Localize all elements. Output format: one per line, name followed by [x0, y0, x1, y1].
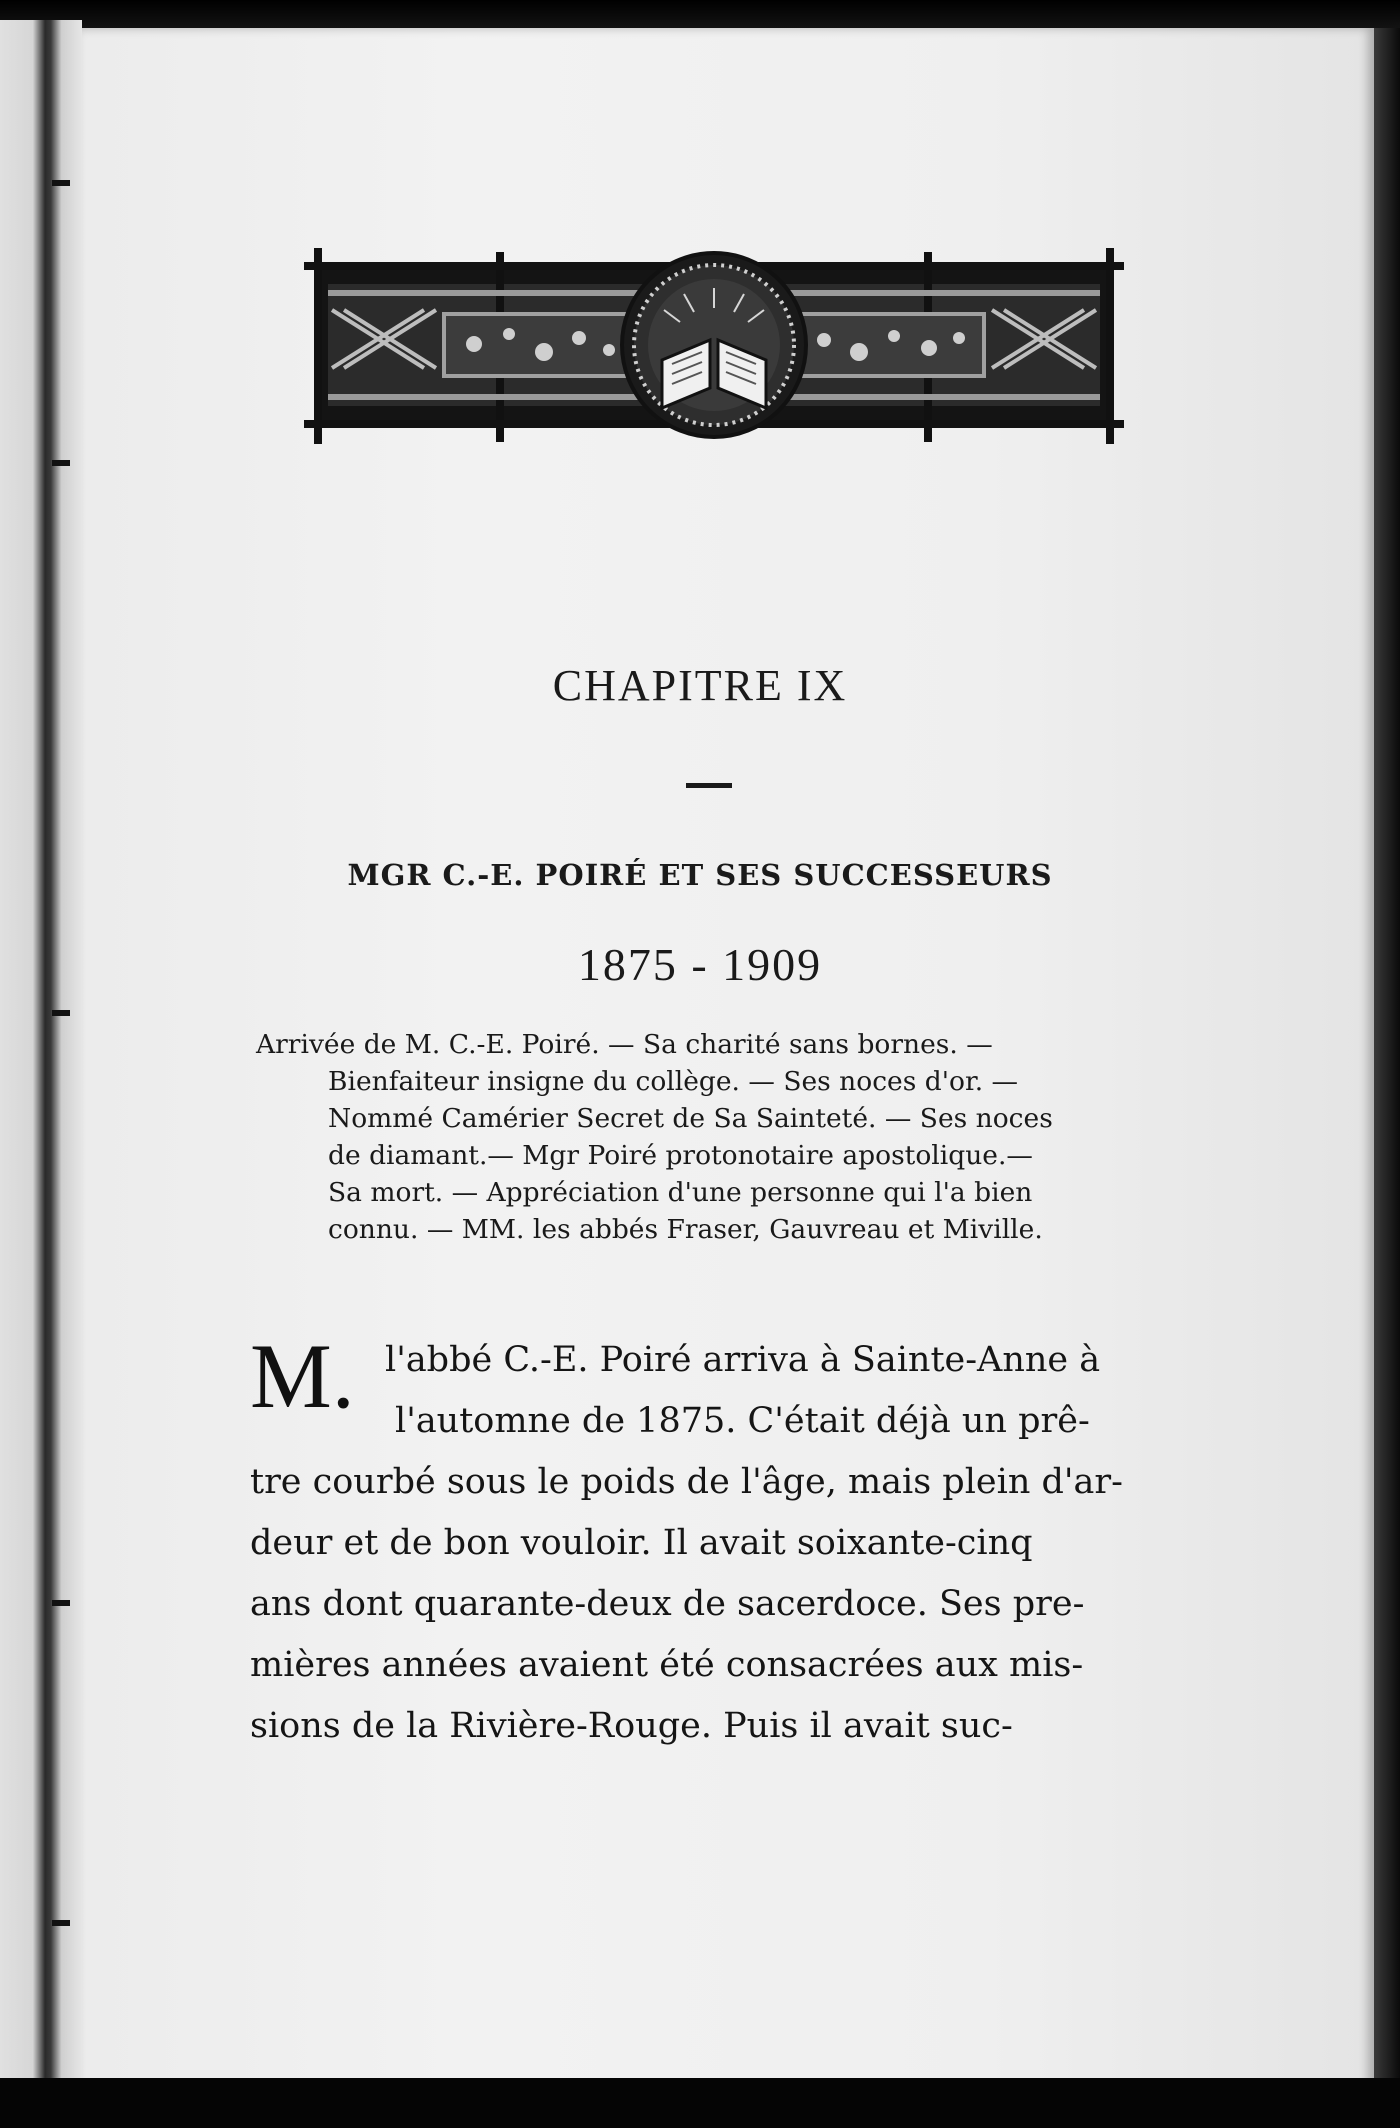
body-paragraph	[250, 1325, 1140, 1757]
binding-stitch	[52, 1920, 70, 1926]
summary-line: connu. — MM. les abbés Fraser, Gauvreau et Miville.	[328, 1214, 1043, 1245]
body-line: mières années avaient été consacrées aux mis-	[250, 1645, 1084, 1685]
book-spine	[0, 20, 82, 2090]
chapter-title: CHAPITRE IX	[552, 661, 848, 710]
body-line: sions de la Rivière-Rouge. Puis il avait suc-	[250, 1706, 1013, 1746]
body-line: deur et de bon vouloir. Il avait soixante-cinq	[250, 1523, 1033, 1563]
binding-stitch	[52, 1010, 70, 1016]
binding-stitch	[52, 180, 70, 186]
summary-line: Arrivée de M. C.-E. Poiré. — Sa charité sans bornes. —	[256, 1029, 993, 1060]
summary-line: Bienfaiteur insigne du collège. — Ses noces d'or. —	[328, 1066, 1019, 1097]
summary-line: Sa mort. — Appréciation d'une personne qui l'a bien	[328, 1177, 1033, 1208]
binding-stitch	[52, 460, 70, 466]
title-divider	[686, 783, 732, 788]
chapter-summary	[256, 1026, 1136, 1248]
body-line: l'abbé C.-E. Poiré arriva à Sainte-Anne à	[385, 1340, 1101, 1380]
scan-border-bottom	[0, 2078, 1400, 2128]
ornamental-headpiece	[304, 248, 1124, 448]
summary-line: Nommé Camérier Secret de Sa Sainteté. — Ses noces	[328, 1103, 1053, 1134]
summary-line: de diamant.— Mgr Poiré protonotaire apostolique.—	[328, 1140, 1033, 1171]
drop-cap: M.	[250, 1325, 355, 1427]
binding-stitch	[52, 1600, 70, 1606]
page-edge-shadow	[1374, 28, 1400, 2090]
chapter-subtitle: MGR C.-E. POIRÉ ET SES SUCCESSEURS	[347, 858, 1053, 892]
body-line: l'automne de 1875. C'était déjà un prê-	[395, 1401, 1090, 1441]
chapter-years: 1875 - 1909	[577, 939, 823, 990]
body-line: ans dont quarante-deux de sacerdoce. Ses pre-	[250, 1584, 1085, 1624]
body-line: tre courbé sous le poids de l'âge, mais plein d'ar-	[250, 1462, 1123, 1502]
